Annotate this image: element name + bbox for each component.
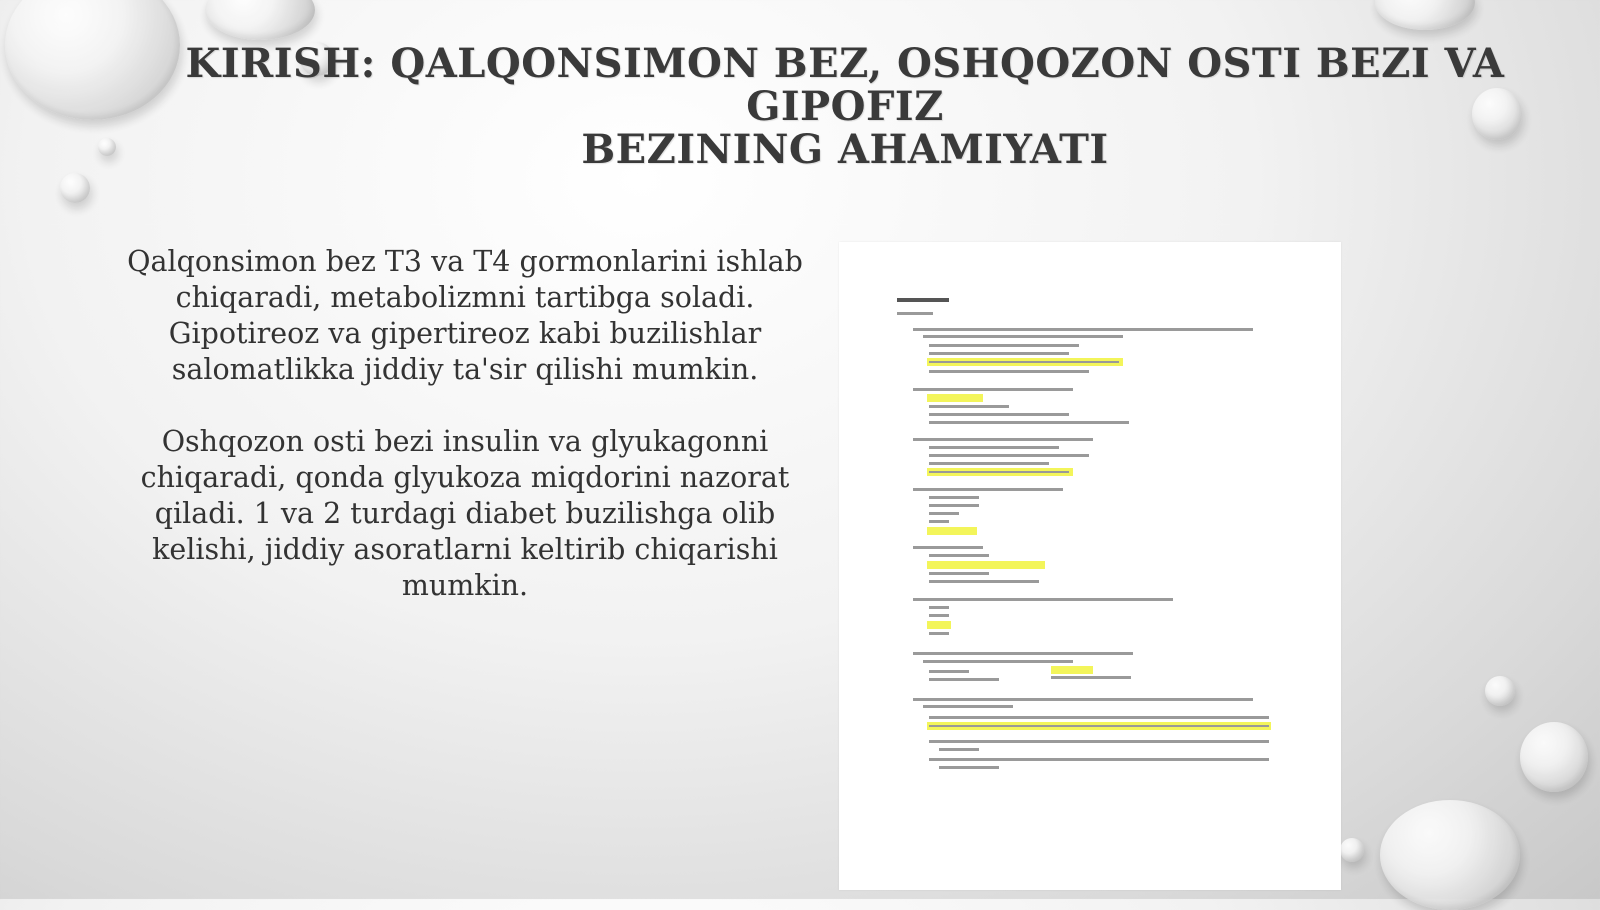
water-drop-icon bbox=[60, 173, 90, 203]
water-drop-icon bbox=[1380, 800, 1520, 910]
paragraph-thyroid: Qalqonsimon bez T3 va T4 gormonlarini ishlab chiqaradi, metabolizmni tartibga soladi. Gipotireoz va gipertireoz kabi buzilishlar salomatlikka jiddiy ta'sir qilishi mumkin. bbox=[127, 245, 803, 386]
slide-title-line-2: BEZINING AHAMIYATI bbox=[581, 126, 1109, 173]
water-drop-icon bbox=[1520, 722, 1588, 792]
slide-title bbox=[110, 42, 1580, 171]
document-thumbnail-drawing bbox=[839, 242, 1341, 890]
water-drop-icon bbox=[1375, 0, 1475, 30]
paragraph-pancreas: Oshqozon osti bezi insulin va glyukagonni chiqaradi, qonda glyukoza miqdorini nazorat qiladi. 1 va 2 turdagi diabet buzilishga olib kelishi, jiddiy asoratlarni keltirib chiqarishi mumkin. bbox=[140, 425, 790, 602]
slide-title-line-1: KIRISH: QALQONSIMON BEZ, OSHQOZON OSTI BEZI VA GIPOFIZ bbox=[185, 40, 1505, 130]
water-drop-icon bbox=[1485, 676, 1515, 706]
water-drop-icon bbox=[205, 0, 315, 40]
document-thumbnail bbox=[839, 242, 1341, 890]
water-drop-icon bbox=[1340, 838, 1364, 862]
body-text bbox=[125, 244, 805, 640]
